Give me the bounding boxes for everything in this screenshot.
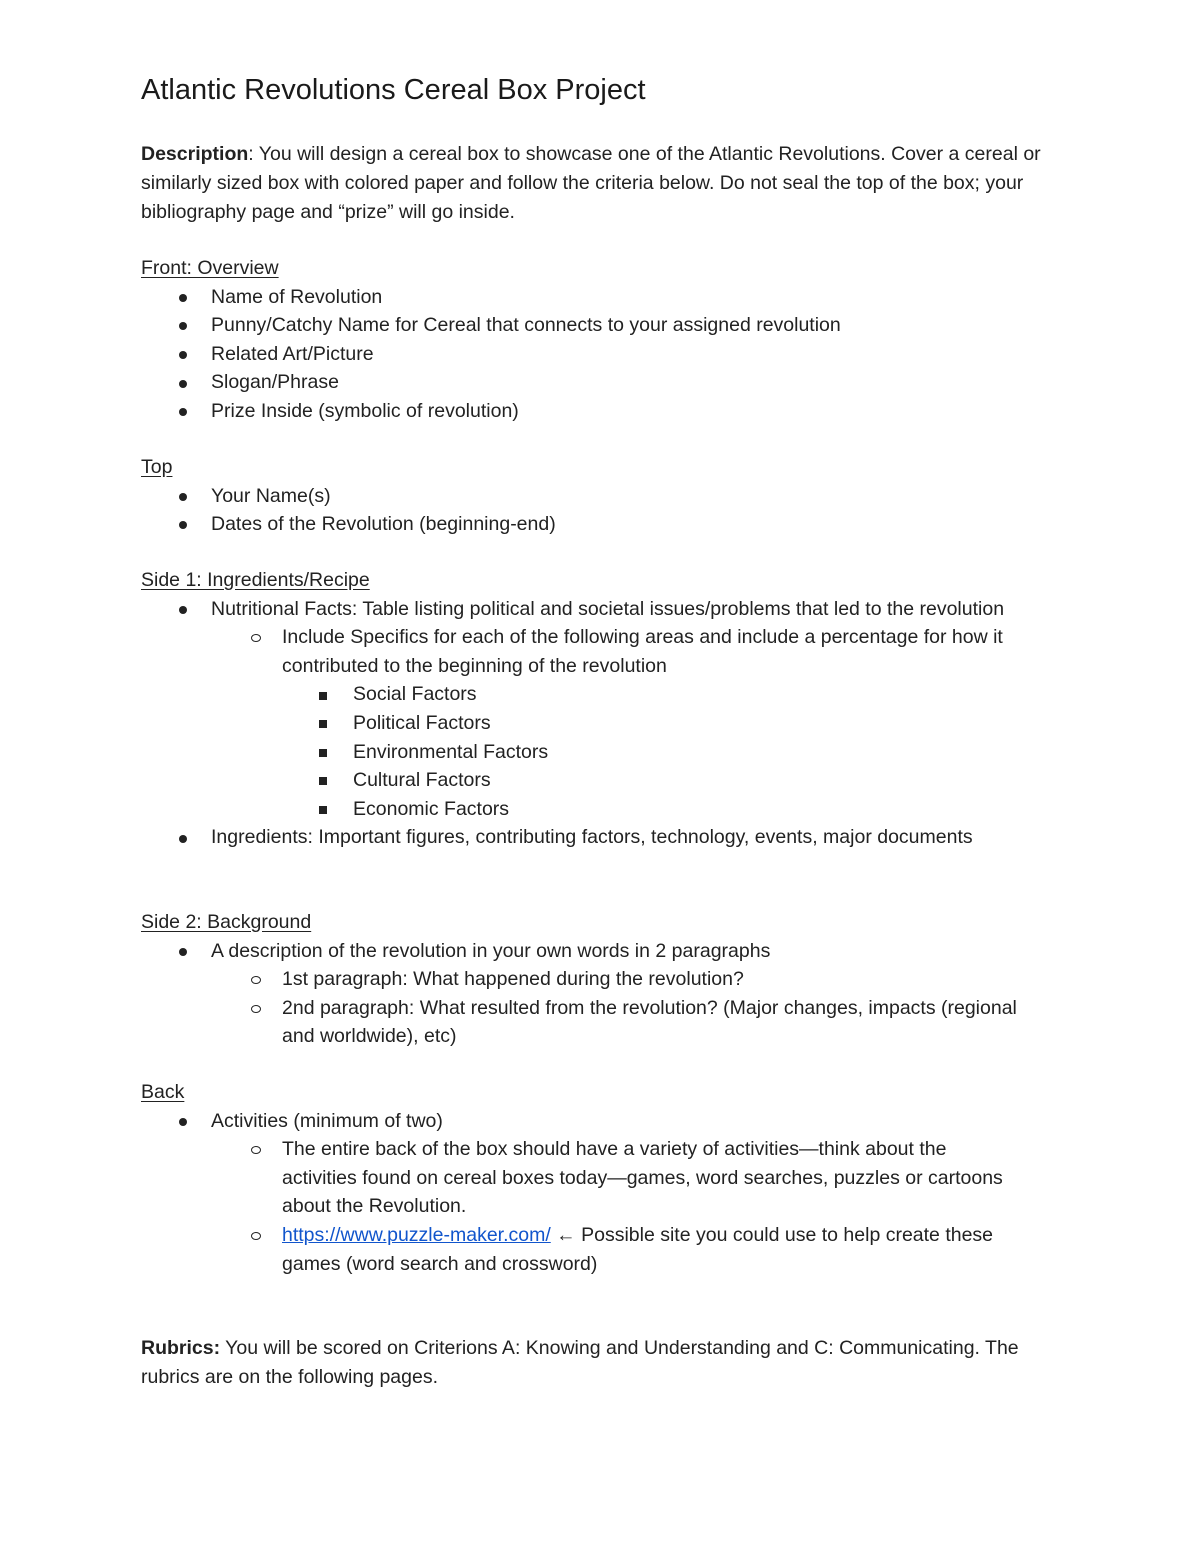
square-bullet-icon xyxy=(319,680,327,709)
bullet-icon xyxy=(179,368,187,397)
list-item: Environmental Factors xyxy=(141,738,1071,767)
side1-list xyxy=(141,595,1071,852)
circle-bullet-icon xyxy=(251,623,261,652)
list-item: Ingredients: Important figures, contributing factors, technology, events, major documents xyxy=(141,823,1071,852)
list-item: Slogan/Phrase xyxy=(141,368,1071,397)
square-bullet-icon xyxy=(319,709,327,738)
list-item: 2nd paragraph: What resulted from the revolution? (Major changes, impacts (regional and worldwide), etc) xyxy=(141,994,1071,1051)
back-section-title: Back xyxy=(141,1081,185,1103)
side2-section xyxy=(141,908,1071,1051)
square-bullet-icon xyxy=(319,795,327,824)
bullet-icon xyxy=(179,397,187,426)
list-item: Activities (minimum of two) xyxy=(141,1107,1071,1136)
bullet-icon xyxy=(179,937,187,966)
bullet-icon xyxy=(179,311,187,340)
top-section xyxy=(141,453,1071,539)
list-item: Name of Revolution xyxy=(141,283,1071,312)
front-section-title: Front: Overview xyxy=(141,257,279,279)
bullet-icon xyxy=(179,283,187,312)
back-section xyxy=(141,1078,1071,1278)
square-bullet-icon xyxy=(319,738,327,767)
top-list xyxy=(141,482,1071,539)
rubrics-label: Rubrics: xyxy=(141,1337,221,1359)
side2-list xyxy=(141,937,1071,1051)
list-item: Social Factors xyxy=(141,680,1071,709)
top-section-title: Top xyxy=(141,456,173,478)
front-section xyxy=(141,254,1071,426)
rubrics-text: You will be scored on Criterions A: Knowing and Understanding and C: Communicating. The rubrics are on the following pages. xyxy=(141,1337,1019,1388)
list-item: Dates of the Revolution (beginning-end) xyxy=(141,510,1071,539)
rubrics-paragraph xyxy=(141,1334,1066,1392)
list-item: Punny/Catchy Name for Cereal that connects to your assigned revolution xyxy=(141,311,1071,340)
side1-section-title: Side 1: Ingredients/Recipe xyxy=(141,569,370,591)
bullet-icon xyxy=(179,595,187,624)
description-label: Description xyxy=(141,143,249,165)
list-item: Your Name(s) xyxy=(141,482,1071,511)
description-paragraph xyxy=(141,140,1066,226)
circle-bullet-icon xyxy=(251,1221,261,1250)
circle-bullet-icon xyxy=(251,1135,261,1164)
circle-bullet-icon xyxy=(251,965,261,994)
square-bullet-icon xyxy=(319,766,327,795)
list-item: Cultural Factors xyxy=(141,766,1071,795)
list-item: Related Art/Picture xyxy=(141,340,1071,369)
list-item: Political Factors xyxy=(141,709,1071,738)
list-item: A description of the revolution in your own words in 2 paragraphs xyxy=(141,937,1071,966)
bullet-icon xyxy=(179,1107,187,1136)
list-item: https://www.puzzle-maker.com/ ← Possible site you could use to help create these games (word search and crossword) xyxy=(141,1221,1071,1278)
bullet-icon xyxy=(179,823,187,852)
puzzle-maker-link[interactable]: https://www.puzzle-maker.com/ xyxy=(282,1223,551,1246)
list-item: 1st paragraph: What happened during the revolution? xyxy=(141,965,1071,994)
bullet-icon xyxy=(179,482,187,511)
list-item: Nutritional Facts: Table listing political and societal issues/problems that led to the revolution xyxy=(141,595,1071,624)
bullet-icon xyxy=(179,510,187,539)
list-item: The entire back of the box should have a variety of activities—think about the activities found on cereal boxes today—games, word searches, puzzles or cartoons about the Revolution. xyxy=(141,1135,1071,1221)
circle-bullet-icon xyxy=(251,994,261,1023)
front-list xyxy=(141,283,1071,426)
list-item: Include Specifics for each of the following areas and include a percentage for how it contributed to the beginning of the revolution xyxy=(141,623,1071,680)
list-item: Prize Inside (symbolic of revolution) xyxy=(141,397,1071,426)
description-text: : You will design a cereal box to showcase one of the Atlantic Revolutions. Cover a cereal or similarly sized box with colored paper and follow the criteria below. Do not seal the top of the box; your bibliography page and “prize” will go inside. xyxy=(141,143,1041,223)
back-list xyxy=(141,1107,1071,1279)
document-title: Atlantic Revolutions Cereal Box Project xyxy=(141,74,646,106)
bullet-icon xyxy=(179,340,187,369)
list-item: Economic Factors xyxy=(141,795,1071,824)
side1-section xyxy=(141,566,1071,852)
side2-section-title: Side 2: Background xyxy=(141,911,312,933)
